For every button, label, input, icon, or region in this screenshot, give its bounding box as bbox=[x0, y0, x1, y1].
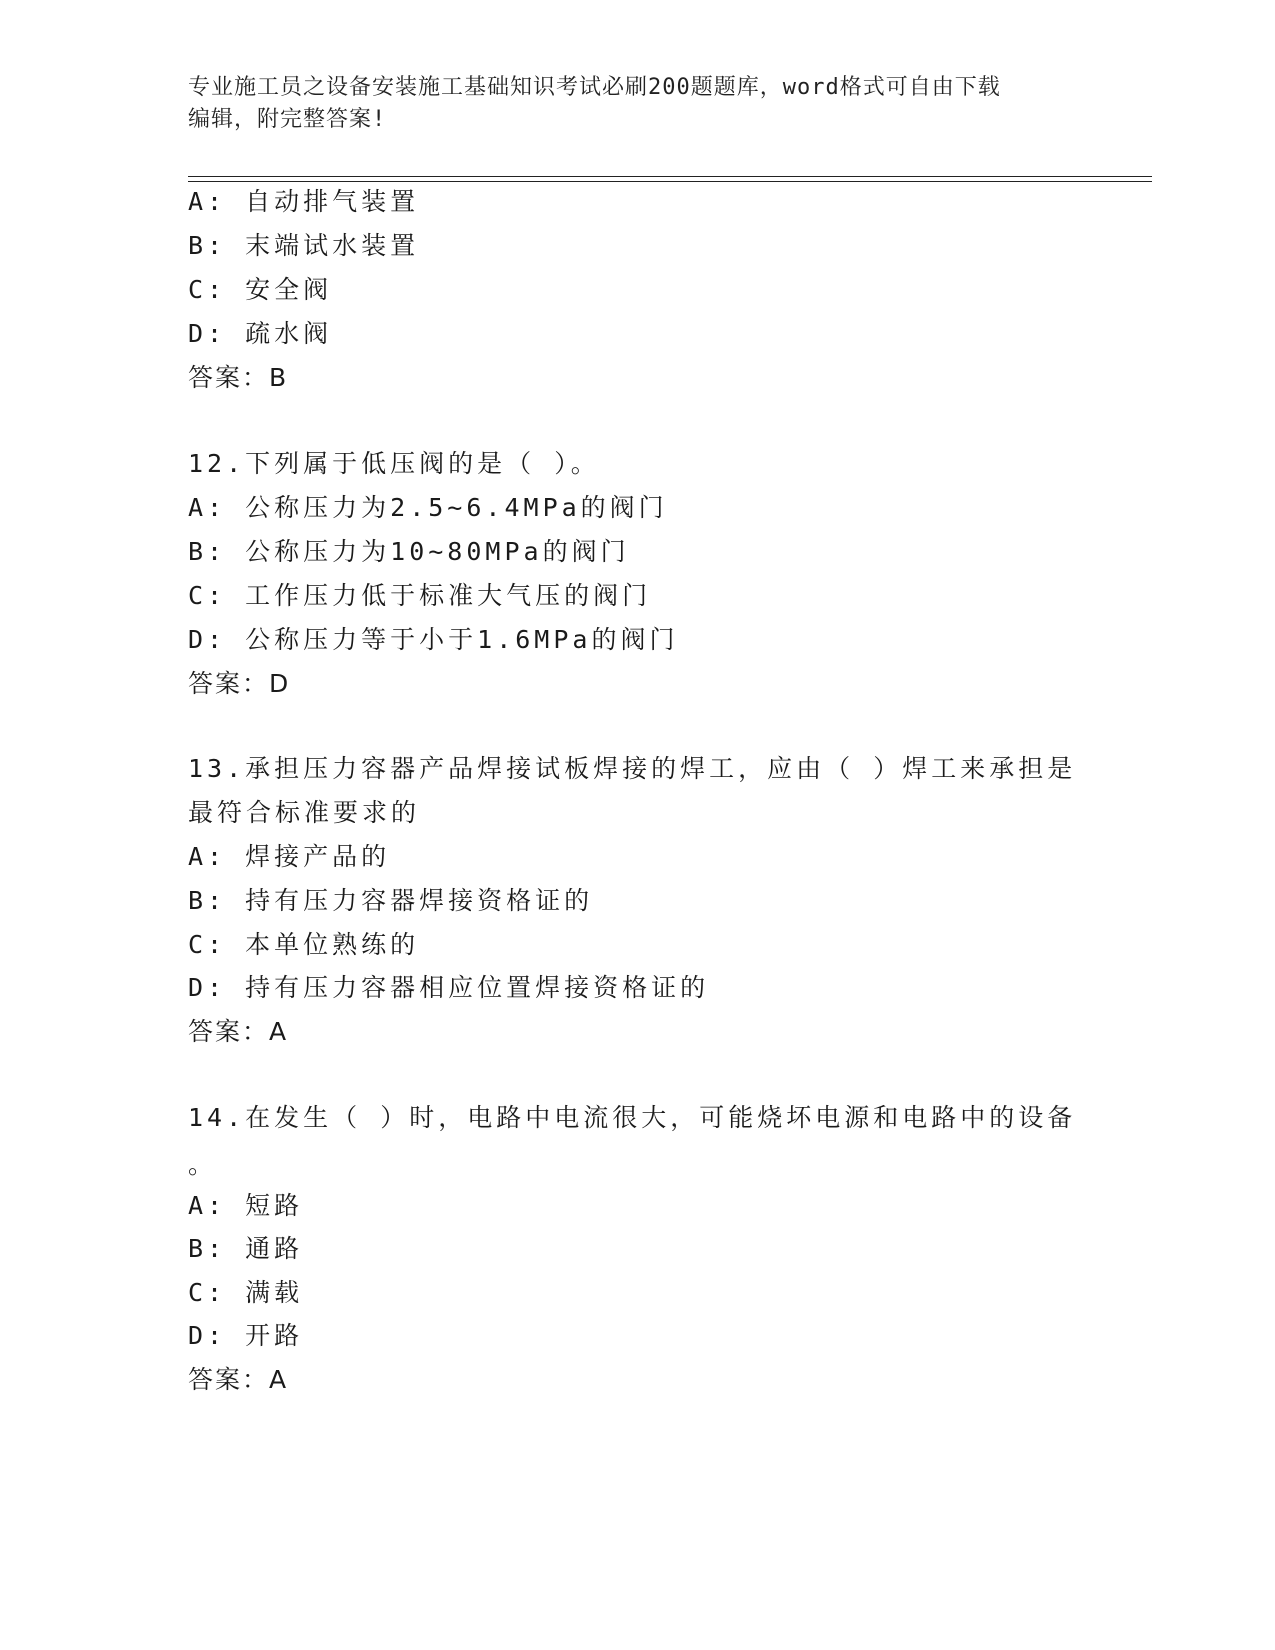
q13-option-c: C: 本单位熟练的 bbox=[188, 930, 420, 959]
q13-option-d: D: 持有压力容器相应位置焊接资格证的 bbox=[188, 973, 710, 1002]
header-line-2: 编辑，附完整答案! bbox=[188, 107, 387, 132]
header-line-1: 专业施工员之设备安装施工基础知识考试必刷200题题库，word格式可自由下载 bbox=[188, 75, 1001, 100]
q12-option-c: C: 工作压力低于标准大气压的阀门 bbox=[188, 581, 652, 610]
q13-option-a: A: 焊接产品的 bbox=[188, 842, 391, 871]
q11-answer: 答案：B bbox=[188, 363, 289, 392]
q14-option-b: B: 通路 bbox=[188, 1234, 304, 1263]
q14-option-c: C: 满载 bbox=[188, 1278, 304, 1307]
q13-question-line-1: 13.承担压力容器产品焊接试板焊接的焊工，应由（ ）焊工来承担是 bbox=[188, 754, 1077, 783]
q12-option-a: A: 公称压力为2.5~6.4MPa的阀门 bbox=[188, 493, 668, 522]
q11-option-a: A: 自动排气装置 bbox=[188, 187, 420, 216]
q14-option-a: A: 短路 bbox=[188, 1191, 304, 1220]
q12-question: 12.下列属于低压阀的是（ ）。 bbox=[188, 449, 600, 478]
q14-question-line-1: 14.在发生（ ）时，电路中电流很大，可能烧坏电源和电路中的设备 bbox=[188, 1103, 1077, 1132]
q14-option-d: D: 开路 bbox=[188, 1321, 304, 1350]
q14-answer: 答案：A bbox=[188, 1365, 289, 1394]
q13-question-line-2: 最符合标准要求的 bbox=[188, 798, 421, 827]
q12-option-b: B: 公称压力为10~80MPa的阀门 bbox=[188, 537, 630, 566]
q12-answer: 答案：D bbox=[188, 669, 291, 698]
q13-answer: 答案：A bbox=[188, 1017, 289, 1046]
document-header bbox=[188, 72, 1088, 136]
header-divider bbox=[188, 176, 1152, 182]
q14-question-line-2: 。 bbox=[188, 1150, 218, 1179]
q11-option-c: C: 安全阀 bbox=[188, 275, 333, 304]
q11-option-b: B: 末端试水装置 bbox=[188, 231, 420, 260]
q13-option-b: B: 持有压力容器焊接资格证的 bbox=[188, 886, 594, 915]
q11-option-d: D: 疏水阀 bbox=[188, 319, 333, 348]
q12-option-d: D: 公称压力等于小于1.6MPa的阀门 bbox=[188, 625, 679, 654]
